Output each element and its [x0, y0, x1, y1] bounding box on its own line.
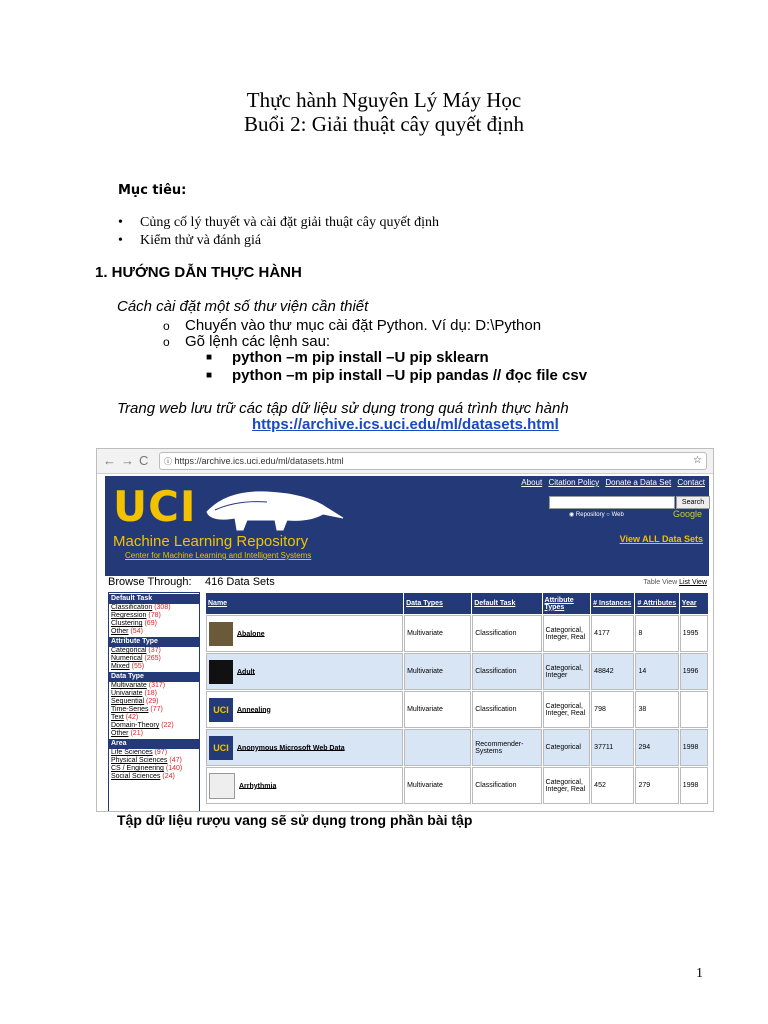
sidebar-item[interactable]: Text (42) — [111, 714, 139, 721]
table-row: UCI Anonymous Microsoft Web Data Recommender-Systems Categorical 37711 294 1998 — [206, 729, 708, 766]
contact-link[interactable]: Contact — [677, 478, 705, 487]
col-data-types[interactable]: Data Types — [404, 593, 471, 614]
address-bar[interactable]: ⓘ https://archive.ics.uci.edu/ml/datasets.html ☆ — [159, 452, 707, 470]
view-all-link[interactable]: View ALL Data Sets — [619, 534, 703, 544]
sidebar-item[interactable]: Multivariate (317) — [111, 682, 166, 689]
adult-thumbnail-icon — [209, 660, 233, 684]
center-link[interactable]: Center for Machine Learning and Intelligent Systems — [125, 551, 312, 560]
col-name[interactable]: Name — [206, 593, 403, 614]
table-view-link[interactable]: Table View — [643, 579, 678, 586]
datasets-table — [205, 592, 709, 805]
sidebar-heading: Default Task — [109, 594, 199, 604]
browse-sidebar — [108, 592, 200, 812]
dataset-name-cell[interactable]: Adult — [206, 653, 403, 690]
browse-label: Browse Through: — [108, 576, 192, 588]
sidebar-item[interactable]: Physical Sciences (47) — [111, 757, 182, 764]
uci-thumbnail-icon: UCI — [209, 736, 233, 760]
repo-intro: Trang web lưu trữ các tập dữ liệu sử dụng trong quá trình thực hành — [117, 400, 569, 417]
sidebar-item[interactable]: CS / Engineering (140) — [111, 765, 183, 772]
bullet-icon: • — [118, 215, 123, 230]
repo-name: Machine Learning Repository — [113, 533, 309, 550]
arrhythmia-thumbnail-icon — [209, 773, 235, 799]
section-heading: 1. HƯỚNG DẪN THỰC HÀNH — [95, 264, 302, 281]
install-intro: Cách cài đặt một số thư viện cần thiết — [117, 298, 369, 315]
star-icon[interactable]: ☆ — [693, 455, 702, 466]
browser-screenshot — [96, 448, 714, 812]
sidebar-item[interactable]: Univariate (18) — [111, 690, 157, 697]
step-item: o Chuyển vào thư mục cài đặt Python. Ví dụ: D:\Python — [163, 317, 542, 334]
uci-thumbnail-icon: UCI — [209, 698, 233, 722]
google-logo: Google — [673, 509, 703, 519]
dataset-name-cell[interactable]: Arrhythmia — [206, 767, 403, 804]
square-bullet-icon: ■ — [206, 370, 213, 381]
list-view-link[interactable]: List View — [679, 579, 707, 586]
doc-title: Thực hành Nguyên Lý Máy Học — [246, 88, 522, 112]
col-year[interactable]: Year — [680, 593, 708, 614]
command-item: ■ python –m pip install –U pip pandas // đọc file csv — [206, 367, 588, 384]
radio-selected-icon[interactable]: ◉ — [569, 512, 575, 518]
sidebar-item[interactable]: Domain-Theory (22) — [111, 722, 174, 729]
sidebar-item[interactable]: Time-Series (77) — [111, 706, 163, 713]
square-bullet-icon: ■ — [206, 352, 213, 363]
sidebar-item[interactable]: Classification (308) — [111, 604, 171, 611]
sidebar-item[interactable]: Life Sciences (97) — [111, 749, 168, 756]
sidebar-item[interactable]: Social Sciences (24) — [111, 773, 175, 780]
uci-page — [97, 474, 713, 811]
sidebar-item[interactable]: Sequential (29) — [111, 698, 159, 705]
sidebar-item[interactable]: Categorical (37) — [111, 647, 161, 654]
sidebar-item[interactable]: Clustering (69) — [111, 620, 157, 627]
search-scope[interactable]: ◉ Repository ○ Web — [569, 512, 624, 518]
uci-header — [105, 476, 709, 576]
sidebar-item[interactable]: Other (54) — [111, 628, 143, 635]
forward-icon[interactable]: → — [121, 453, 134, 468]
sidebar-item[interactable]: Mixed (55) — [111, 663, 145, 670]
dataset-name-cell[interactable]: UCI Annealing — [206, 691, 403, 728]
browser-toolbar — [97, 449, 713, 474]
view-toggle — [643, 579, 707, 586]
abalone-thumbnail-icon — [209, 622, 233, 646]
wine-caption: Tập dữ liệu rượu vang sẽ sử dụng trong phần bài tập — [117, 812, 473, 828]
anteater-icon — [197, 482, 347, 532]
sidebar-item[interactable]: Numerical (265) — [111, 655, 161, 662]
col-default-task[interactable]: Default Task — [472, 593, 541, 614]
step-item: o Gõ lệnh các lệnh sau: — [163, 333, 331, 350]
sidebar-heading: Data Type — [109, 672, 199, 682]
search-button[interactable]: Search — [676, 496, 710, 509]
dataset-name-cell[interactable]: UCI Anonymous Microsoft Web Data — [206, 729, 403, 766]
sidebar-item[interactable]: Other (21) — [111, 730, 143, 737]
circle-bullet-icon: o — [163, 319, 170, 333]
info-icon: ⓘ — [164, 457, 172, 466]
table-header-row — [206, 593, 708, 614]
back-icon[interactable]: ← — [103, 453, 116, 468]
table-row: Arrhythmia Multivariate Classification Categorical, Integer, Real 452 279 1998 — [206, 767, 708, 804]
reload-icon[interactable]: C — [139, 453, 149, 468]
command-item: ■ python –m pip install –U pip sklearn — [206, 349, 489, 366]
page-number: 1 — [696, 966, 703, 981]
uci-logo[interactable]: UCI — [113, 482, 197, 531]
col-instances[interactable]: # Instances — [591, 593, 634, 614]
col-attribute-types[interactable]: Attribute Types — [543, 593, 591, 614]
citation-link[interactable]: Citation Policy — [548, 478, 600, 487]
dataset-count: 416 Data Sets — [205, 576, 275, 588]
bullet-icon: • — [118, 233, 123, 248]
table-row: Abalone Multivariate Classification Categorical, Integer, Real 4177 8 1995 — [206, 615, 708, 652]
sidebar-item[interactable]: Regression (78) — [111, 612, 161, 619]
circle-bullet-icon: o — [163, 335, 170, 349]
about-link[interactable]: About — [521, 478, 543, 487]
table-row: Adult Multivariate Classification Categorical, Integer 48842 14 1996 — [206, 653, 708, 690]
sidebar-heading: Area — [109, 739, 199, 749]
doc-subtitle: Buổi 2: Giải thuật cây quyết định — [244, 112, 524, 136]
dataset-name-cell[interactable]: Abalone — [206, 615, 403, 652]
table-row: UCI Annealing Multivariate Classification Categorical, Integer, Real 798 38 — [206, 691, 708, 728]
repo-link[interactable]: https://archive.ics.uci.edu/ml/datasets.html — [252, 416, 559, 433]
col-attributes[interactable]: # Attributes — [635, 593, 678, 614]
top-links — [517, 478, 705, 487]
sidebar-heading: Attribute Type — [109, 637, 199, 647]
goal-label: Mục tiêu: — [118, 183, 187, 198]
radio-icon[interactable]: ○ — [606, 512, 610, 518]
donate-link[interactable]: Donate a Data Set — [605, 478, 672, 487]
search-input[interactable] — [549, 496, 675, 509]
